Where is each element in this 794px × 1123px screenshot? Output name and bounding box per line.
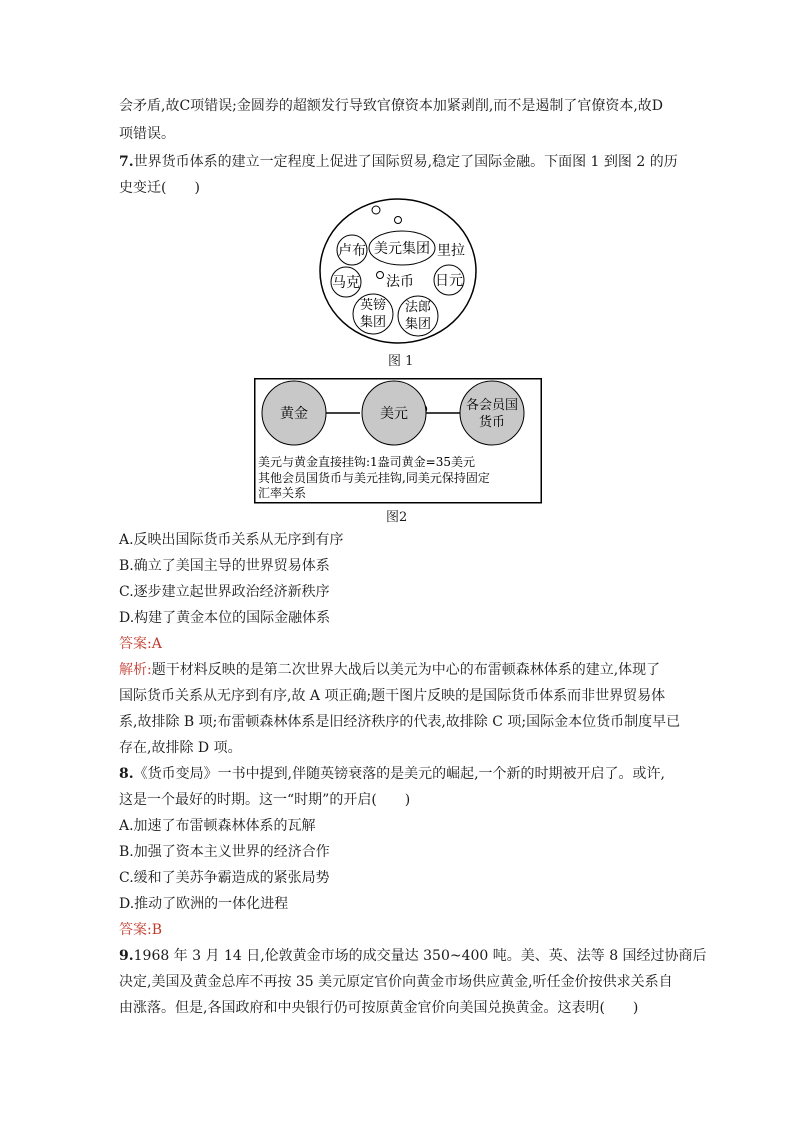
lira-label: 里拉: [437, 243, 465, 259]
q7-analysis-line-1: [119, 660, 660, 680]
figure-2-note-2: 其他会员国货币与美元挂钩,同美元保持固定: [258, 471, 490, 485]
q9-stem-line-2: 决定,美国及黄金总库不再按 35 美元原定官价向黄金市场供应黄金,听任金价按供求关系自: [119, 974, 673, 990]
q7-option-b: B.确立了美国主导的世界贸易体系: [119, 558, 330, 574]
figure-2-note-1: 美元与黄金直接挂钩:1盎司黄金=35美元: [258, 455, 476, 469]
member-currencies-circle: [460, 381, 524, 445]
q7-analysis-line-2: 国际货币关系从无序到有序,故 A 项正确;题干图片反映的是国际货币体系而非世界贸易体: [119, 688, 666, 704]
q9-stem-line-3: 由涨落。但是,各国政府和中央银行仍可按原黄金官价向美国兑换黄金。这表明( ): [119, 1000, 639, 1016]
q7-answer: 答案:A: [119, 636, 162, 652]
q7-option-c: C.逐步建立起世界政治经济新秩序: [119, 584, 330, 600]
q7-analysis-line-3: 系,故排除 B 项;布雷顿森林体系是旧经济秩序的代表,故排除 C 项;国际金本位货币制度早已: [119, 714, 681, 730]
intro-line-1: 会矛盾,故C项错误;金圆券的超额发行导致官僚资本加紧剥削,而不是遏制了官僚资本,故D: [119, 98, 664, 114]
pound-bloc-label: 集团: [359, 315, 387, 330]
ruble-label: 卢布: [338, 243, 366, 259]
q8-option-a: A.加速了布雷顿森林体系的瓦解: [119, 818, 316, 834]
mark-label: 马克: [332, 275, 360, 291]
member-currencies-label-2: 货币: [478, 415, 506, 430]
pound-label: 英镑: [359, 298, 387, 313]
intro-line-2: 项错误。: [119, 126, 175, 142]
q7-option-d: D.构建了黄金本位的国际金融体系: [119, 610, 331, 626]
q8-option-b: B.加强了资本主义世界的经济合作: [119, 844, 330, 860]
q8-option-d: D.推动了欧洲的一体化进程: [119, 896, 289, 912]
franc-bloc-label: 集团: [404, 317, 432, 332]
yen-label: 日元: [435, 273, 463, 289]
q8-option-c: C.缓和了美苏争霸造成的紧张局势: [119, 870, 330, 886]
q8-stem-line-1: [119, 764, 665, 784]
q8-stem-line-2: 这是一个最好的时期。这一“时期”的开启( ): [119, 792, 411, 808]
q9-stem-line-1: [119, 946, 707, 966]
q7-stem-line-1: [119, 152, 678, 172]
figure-1: [318, 198, 478, 348]
franc-label: 法郎: [404, 300, 432, 315]
q7-stem-text-1: 世界货币体系的建立一定程度上促进了国际贸易,稳定了国际金融。下面图 1 到图 2 的历: [133, 154, 678, 170]
q7-number: 7.: [119, 154, 134, 170]
q7-analysis-label: 解析:: [119, 662, 152, 678]
figure-2: [254, 378, 542, 504]
dollar-bloc-label: 美元集团: [374, 241, 430, 257]
member-currencies-label-1: 各会员国: [465, 398, 519, 413]
q7-option-a: A.反映出国际货币关系从无序到有序: [119, 532, 344, 548]
figure-1-caption: 图 1: [388, 354, 414, 369]
q9-number: 9.: [119, 948, 134, 964]
q8-number: 8.: [119, 766, 134, 782]
q7-analysis-line-4: 存在,故排除 D 项。: [119, 740, 242, 756]
q9-stem-text-1: 1968 年 3 月 14 日,伦敦黄金市场的成交量达 350~400 吨。美、英、法等 8 国经过协商后: [133, 948, 707, 964]
q8-stem-text-1: 《货币变局》一书中提到,伴随英镑衰落的是美元的崛起,一个新的时期被开启了。或许,: [133, 766, 665, 782]
gold-label: 黄金: [280, 406, 308, 422]
q7-stem-line-2: 史变迁( ): [119, 180, 200, 196]
dollar-label: 美元: [380, 406, 408, 422]
figure-2-caption: 图2: [386, 510, 408, 525]
q8-answer: 答案:B: [119, 922, 163, 938]
fabi-label: 法币: [386, 274, 414, 290]
figure-2-note-3: 汇率关系: [258, 486, 307, 500]
q7-analysis-text-1: 题干材料反映的是第二次世界大战后以美元为中心的布雷顿森林体系的建立,体现了: [151, 662, 661, 678]
